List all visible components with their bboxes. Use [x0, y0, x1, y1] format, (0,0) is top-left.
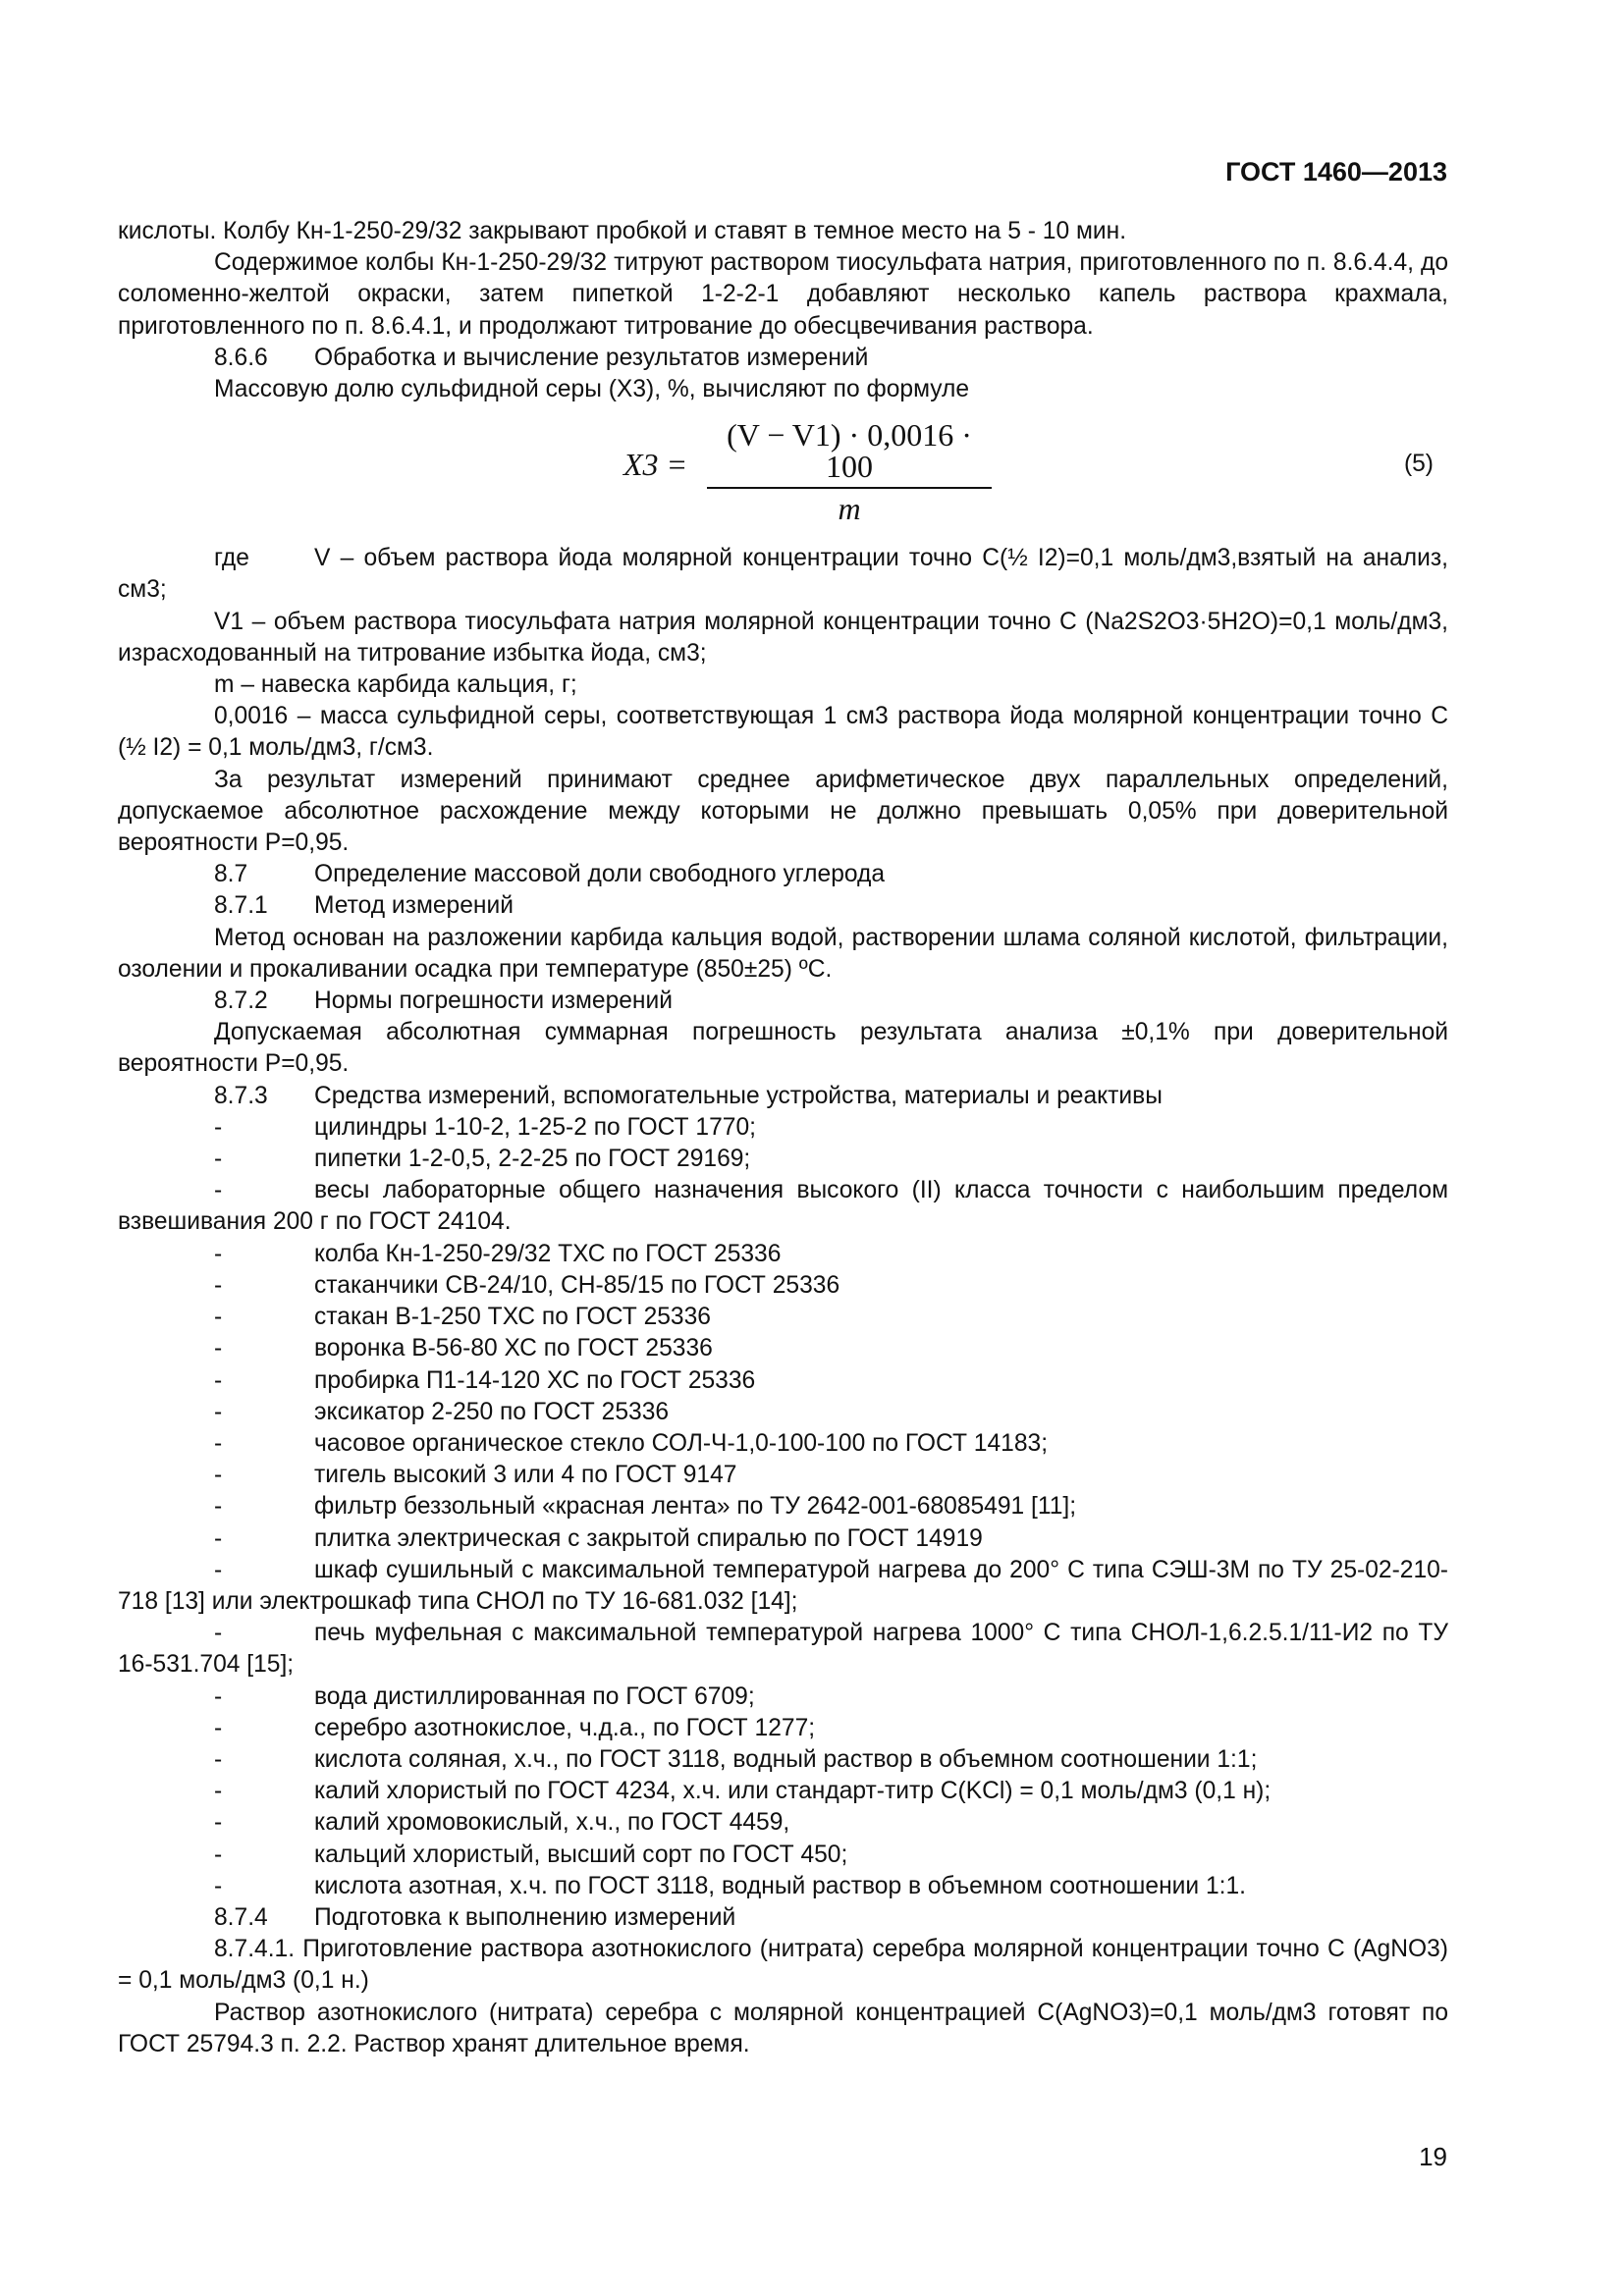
section-title: Подготовка к выполнению измерений	[314, 1903, 736, 1931]
list-dash: -	[214, 1462, 223, 1489]
list-item-text: кальций хлористый, высший сорт по ГОСТ 450;	[314, 1841, 848, 1868]
list-item-text: цилиндры 1-10-2, 1-25-2 по ГОСТ 1770;	[314, 1113, 756, 1141]
where-v-text: V – объем раствора йода молярной концентрации точно C(½ I2)=0,1 моль/дм3,взятый на анализ, см3;	[118, 545, 1448, 604]
list-item-text: шкаф сушильный с максимальной температурой нагрева до 200° С типа СЭШ-3М по ТУ 25-02-210-718 [13] или электрошкаф типа СНОЛ по ТУ 16-681.032 [14];	[118, 1556, 1448, 1615]
list-dash: -	[214, 1493, 223, 1521]
list-dash: -	[214, 1113, 223, 1141]
list-item-text: стаканчики СВ-24/10, СН-85/15 по ГОСТ 25336	[314, 1271, 840, 1299]
list-item	[118, 1555, 1448, 1618]
formula-numerator: (V − V1) · 0,0016 · 100	[707, 419, 992, 488]
where-m: m – навеска карбида кальция, г;	[214, 671, 577, 699]
list-dash: -	[214, 1872, 223, 1899]
list-item-text: колба Кн-1-250-29/32 ТХС по ГОСТ 25336	[314, 1240, 782, 1267]
where-v	[118, 543, 1448, 606]
list-dash: -	[214, 1714, 223, 1741]
list-dash: -	[214, 1366, 223, 1394]
list-item	[118, 1397, 1448, 1428]
formula-fraction	[707, 419, 992, 524]
list-item	[118, 1333, 1448, 1364]
where-0016: 0,0016 – масса сульфидной серы, соответствующая 1 см3 раствора йода молярной концентрации точно C (½ I2) = 0,1 моль/дм3, г/см3.	[118, 703, 1448, 762]
section-number: 8.6.6	[214, 344, 268, 371]
list-item	[118, 1523, 1448, 1555]
list-item	[118, 1491, 1448, 1522]
list-dash: -	[214, 1240, 223, 1267]
list-dash: -	[214, 1335, 223, 1362]
list-item	[118, 1840, 1448, 1871]
document-header: ГОСТ 1460—2013	[1225, 157, 1447, 187]
section-number: 8.7.1	[214, 892, 268, 920]
list-dash: -	[214, 1177, 223, 1204]
list-item-text: кислота соляная, х.ч., по ГОСТ 3118, водный раствор в объемном соотношении 1:1;	[314, 1745, 1258, 1773]
list-dash: -	[214, 1146, 223, 1173]
list-item-text: часовое органическое стекло СОЛ-Ч-1,0-100-100 по ГОСТ 14183;	[314, 1429, 1049, 1457]
list-item-text: калий хлористый по ГОСТ 4234, х.ч. или стандарт-титр С(KCl) = 0,1 моль/дм3 (0,1 н);	[314, 1778, 1272, 1805]
list-item	[118, 1713, 1448, 1744]
list-item-text: стакан В-1-250 ТХС по ГОСТ 25336	[314, 1304, 711, 1331]
list-dash: -	[214, 1778, 223, 1805]
list-dash: -	[214, 1809, 223, 1837]
list-item-text: плитка электрическая с закрытой спиралью по ГОСТ 14919	[314, 1524, 983, 1552]
paragraph: Раствор азотнокислого (нитрата) серебра с молярной концентрацией C(AgNO3)=0,1 моль/дм3 готовят по ГОСТ 25794.3 п. 2.2. Раствор хранят длительное время.	[118, 1999, 1448, 2057]
list-item	[118, 1428, 1448, 1460]
list-dash: -	[214, 1745, 223, 1773]
list-item	[118, 1270, 1448, 1302]
list-item-text: печь муфельная с максимальной температурой нагрева 1000° С типа СНОЛ-1,6.2.5.1/11-И2 по ТУ 16-531.704 [15];	[118, 1620, 1448, 1679]
list-item	[118, 1175, 1448, 1238]
paragraph: За результат измерений принимают среднее арифметическое двух параллельных определений, допускаемое абсолютное расхождение между которыми не должно превышать 0,05% при доверительной вероятности P=0,95.	[118, 766, 1448, 857]
list-item-text: серебро азотнокислое, ч.д.а., по ГОСТ 1277;	[314, 1714, 816, 1741]
formula-lhs: X3 =	[623, 447, 688, 483]
formula-denominator: m	[838, 490, 861, 526]
section-number: 8.7.3	[214, 1082, 268, 1109]
list-dash: -	[214, 1304, 223, 1331]
list-item-text: пробирка П1-14-120 ХС по ГОСТ 25336	[314, 1366, 756, 1394]
paragraph: Допускаемая абсолютная суммарная погрешность результата анализа ±0,1% при доверительной вероятности P=0,95.	[118, 1019, 1448, 1078]
list-item	[118, 1144, 1448, 1175]
list-dash: -	[214, 1398, 223, 1425]
list-item	[118, 1682, 1448, 1713]
list-item	[118, 1618, 1448, 1681]
paragraph: Массовую долю сульфидной серы (X3), %, вычисляют по формуле	[214, 376, 970, 403]
formula-block	[118, 419, 1448, 537]
paragraph: Содержимое колбы Кн-1-250-29/32 титруют раствором тиосульфата натрия, приготовленного по п. 8.6.4.4, до соломенно-желтой окраски, затем пипеткой 1-2-2-1 добавляют несколько капель раствора крахмала, приготовленного по п. 8.6.4.1, и продолжают титрование до обесцвечивания раствора.	[118, 249, 1448, 340]
list-item-text: калий хромовокислый, х.ч., по ГОСТ 4459,	[314, 1809, 790, 1837]
list-item	[118, 1302, 1448, 1333]
section-heading-8-7	[118, 859, 1448, 890]
section-title: Определение массовой доли свободного углерода	[314, 861, 886, 888]
paragraph: 8.7.4.1. Приготовление раствора азотнокислого (нитрата) серебра молярной концентрации точно C (AgNO3) = 0,1 моль/дм3 (0,1 н.)	[118, 1936, 1448, 1995]
list-item-text: пипетки 1-2-0,5, 2-2-25 по ГОСТ 29169;	[314, 1146, 751, 1173]
list-item	[118, 1460, 1448, 1491]
list-item-text: воронка В-56-80 ХС по ГОСТ 25336	[314, 1335, 713, 1362]
list-dash: -	[214, 1556, 223, 1583]
list-item	[118, 1239, 1448, 1270]
list-item-text: весы лабораторные общего назначения высокого (II) класса точности с наибольшим пределом взвешивания 200 г по ГОСТ 24104.	[118, 1177, 1448, 1236]
where-label: где	[214, 545, 249, 572]
paragraph: кислоты. Колбу Кн-1-250-29/32 закрывают пробкой и ставят в темное место на 5 - 10 мин.	[118, 218, 1127, 244]
list-dash: -	[214, 1682, 223, 1710]
section-heading-8-7-1	[118, 890, 1448, 922]
section-number: 8.7	[214, 861, 248, 888]
list-item-text: кислота азотная, х.ч. по ГОСТ 3118, водный раствор в объемном соотношении 1:1.	[314, 1872, 1246, 1899]
list-item	[118, 1807, 1448, 1839]
section-title: Нормы погрешности измерений	[314, 988, 673, 1015]
list-dash: -	[214, 1271, 223, 1299]
list-item	[118, 1776, 1448, 1807]
paragraph: Метод основан на разложении карбида кальция водой, растворении шлама соляной кислотой, фильтрации, озолении и прокаливании осадка при температуре (850±25) ºС.	[118, 924, 1448, 983]
list-item	[118, 1744, 1448, 1776]
list-dash: -	[214, 1620, 223, 1647]
section-title: Метод измерений	[314, 892, 514, 920]
list-item	[118, 1365, 1448, 1397]
section-heading-8-6-6	[118, 343, 1448, 374]
section-number: 8.7.4	[214, 1903, 268, 1931]
list-dash: -	[214, 1524, 223, 1552]
list-dash: -	[214, 1429, 223, 1457]
where-v1: V1 – объем раствора тиосульфата натрия молярной концентрации точно C (Na2S2O3·5H2O)=0,1 моль/дм3, израсходованный на титрование избытка йода, см3;	[118, 608, 1448, 667]
section-heading-8-7-4	[118, 1902, 1448, 1934]
list-item	[118, 1871, 1448, 1902]
section-title: Обработка и вычисление результатов измерений	[314, 344, 869, 371]
list-item-text: эксикатор 2-250 по ГОСТ 25336	[314, 1398, 670, 1425]
page-number: 19	[1419, 2142, 1447, 2171]
formula-number: (5)	[1403, 451, 1434, 478]
document-body	[118, 216, 1448, 2060]
section-title: Средства измерений, вспомогательные устройства, материалы и реактивы	[314, 1082, 1163, 1109]
section-number: 8.7.2	[214, 988, 268, 1015]
list-item	[118, 1112, 1448, 1144]
list-item-text: фильтр беззольный «красная лента» по ТУ 2642-001-68085491 [11];	[314, 1493, 1077, 1521]
list-item-text: вода дистиллированная по ГОСТ 6709;	[314, 1682, 755, 1710]
section-heading-8-7-3	[118, 1081, 1448, 1112]
list-dash: -	[214, 1841, 223, 1868]
section-heading-8-7-2	[118, 986, 1448, 1017]
list-item-text: тигель высокий 3 или 4 по ГОСТ 9147	[314, 1462, 737, 1489]
